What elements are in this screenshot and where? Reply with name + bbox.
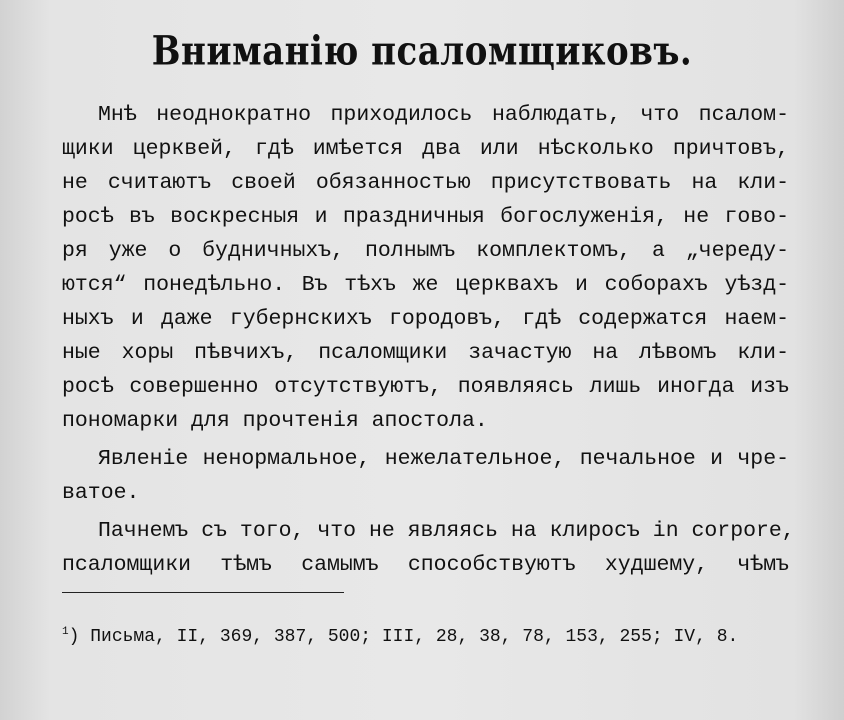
footnote-divider <box>62 592 344 593</box>
text-line: не считаютъ своей обязанностью присутствовать на кли- <box>62 171 789 195</box>
footnote-marker: 1 <box>62 626 69 638</box>
text-line: псаломщики тѣмъ самымъ способствуютъ худшему, чѣмъ <box>62 553 789 577</box>
text-line: ря уже о будничныхъ, полнымъ комплектомъ, а „череду- <box>62 239 789 263</box>
text-line: росѣ въ воскресныя и праздничныя богослуженія, не гово- <box>62 205 789 229</box>
page-title: Вниманію псаломщиковъ. <box>151 28 693 76</box>
text-line: ныхъ и даже губернскихъ городовъ, гдѣ содержатся наем- <box>62 307 789 331</box>
footnote-text: ) Письма, II, 369, 387, 500; III, 28, 38, 78, 153, 255; IV, 8. <box>68 627 739 647</box>
text-line: Пачнемъ съ того, что не являясь на клиросъ in corpore, <box>98 519 795 543</box>
text-line: ватое. <box>62 481 140 505</box>
text-line: пономарки для прочтенія апостола. <box>62 409 488 433</box>
text-line: ются“ понедѣльно. Въ тѣхъ же церквахъ и соборахъ уѣзд- <box>62 273 789 297</box>
text-line: ные хоры пѣвчихъ, псаломщики зачастую на лѣвомъ кли- <box>62 341 789 365</box>
text-line: Мнѣ неоднократно приходилось наблюдать, что псалом- <box>98 103 789 127</box>
text-line: росѣ совершенно отсутствуютъ, появляясь лишь иногда изъ <box>62 375 789 399</box>
body-text <box>62 98 795 582</box>
text-line: Явленіе ненормальное, нежелательное, печальное и чре- <box>98 447 789 471</box>
footnote <box>62 620 738 649</box>
text-line: щики церквей, гдѣ имѣется два или нѣсколько причтовъ, <box>62 137 789 161</box>
